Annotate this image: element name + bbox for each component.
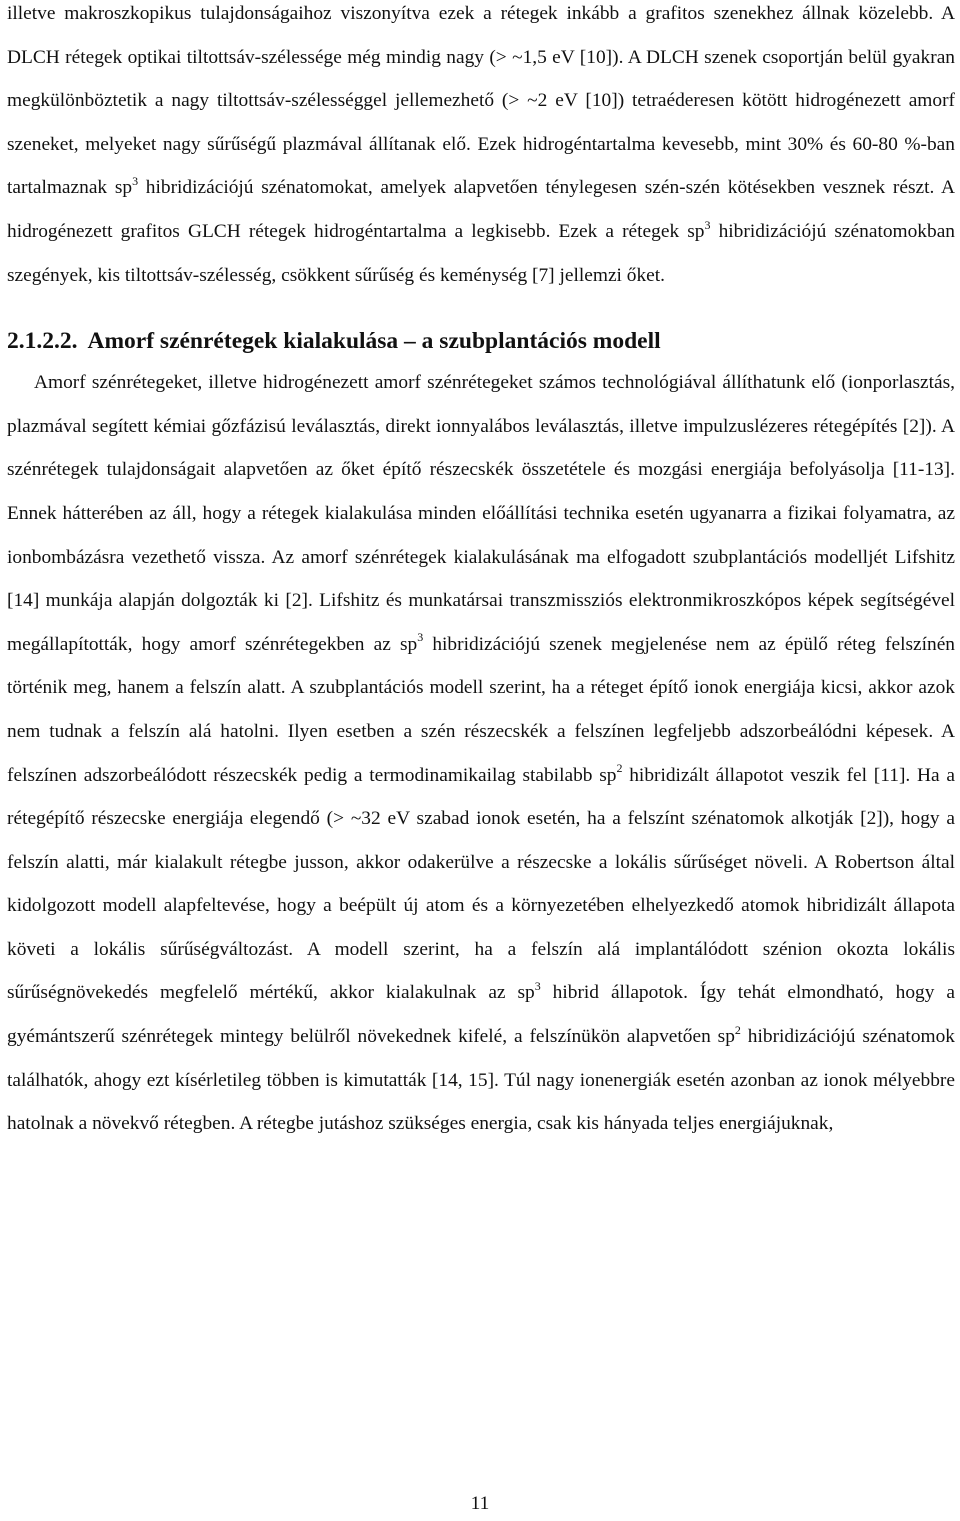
superscript: 3: [534, 979, 541, 993]
page-number: 11: [470, 1493, 490, 1514]
superscript: 3: [132, 173, 139, 188]
paragraph-text: hibridizációjú szenek megjelenése nem az épülő réteg felszínén történik meg, hanem a felszín alatt. A szubplantációs modell szerint, ha a réteget építő ionok energiája kicsi, akkor azok nem tudnak a felszín alá hatolni. Ilyen esetben a szén részecskék a felszínen legfeljebb adszorbeálódni képesek. A felszínen adszorbeálódott részecskék pedig a termodinamikailag stabilabb sp: [7, 633, 955, 786]
section-number: 2.1.2.2.: [7, 328, 78, 355]
document-page: [7, 0, 955, 1146]
superscript: 3: [417, 630, 424, 645]
paragraph-text: hibridizációjú szénatomok találhatók, ahogy ezt kísérletileg többen is kimutatták [14, 15]. Túl nagy ionenergiák esetén azonban az ionok mélyebbre hatolnak a növekvő rétegben. A rétegbe jutáshoz szükséges energia, csak kis hányada teljes energiájuknak,: [7, 1026, 955, 1135]
body-paragraph: [7, 0, 955, 297]
paragraph-text: Amorf szénrétegeket, illetve hidrogénezett amorf szénrétegeket számos technológiával állíthatunk elő (ionporlasztás, plazmával segített kémiai gőzfázisú leválasztás, direkt ionnyalábos leválasztás, illetve impulzuslézeres rétegépítés [2]). A szénrétegek tulajdonságait alapvetően az őket építő részecskék összetétele és mozgási energiája befolyásolja [11-13]. Ennek hátterében az áll, hogy a rétegek kialakulása minden előállítási technika esetén ugyanarra a fizikai folyamatra, az ionbombázásra vezethető vissza. Az amorf szénrétegek kialakulásának ma elfogadott szubplantációs modelljét Lifshitz [14] munkája alapján dolgozták ki [2]. Lifshitz és munkatársai transzmissziós elektronmikroszkópos képek segítségével megállapították, hogy amorf szénrétegekben az sp: [7, 372, 955, 655]
superscript: 2: [734, 1022, 741, 1037]
section-title: Amorf szénrétegek kialakulása – a szubplantációs modell: [87, 328, 661, 355]
superscript: 2: [616, 761, 623, 776]
section-heading: [7, 321, 955, 361]
body-paragraph: [7, 361, 955, 1146]
paragraph-text: hibridizációjú szénatomokat, amelyek alapvetően ténylegesen szén-szén kötésekben vesznek részt. A hidrogénezett grafitos GLCH rétegek hidrogéntartalma a legkisebb. Ezek a rétegek sp: [7, 177, 956, 242]
paragraph-text: illetve makroszkopikus tulajdonságaihoz viszonyítva ezek a rétegek inkább a grafitos szenekhez állnak közelebb. A DLCH rétegek optikai tiltottsáv-szélessége még mindig nagy (> ~1,5 eV [10]). A DLCH szenek csoportján belül gyakran megkülönböztetik a nagy tiltottsáv-szélességgel jellemezhető (> ~2 eV [10]) tetraéderesen kötött hidrogénezett amorf szeneket, melyeket nagy sűrűségű plazmával állítanak elő. Ezek hidrogéntartalma kevesebb, mint 30% és 60-80 %-ban tartalmaznak sp: [7, 3, 955, 199]
paragraph-text: hibridizált állapotot veszik fel [11]. Ha a rétegépítő részecske energiája elegendő (> ~32 eV szabad ionok esetén, ha a felszínt szénatomok alkotják [2]), hogy a felszín alatti, már kialakult rétegbe jusson, akkor odakerülve a részecske a lokális sűrűséget növeli. A Robertson által kidolgozott modell alapfeltevése, hogy a beépült új atom és a környezetében elhelyezkedő atomok hibridizált állapota követi a lokális sűrűségváltozást. A modell szerint, ha a felszín alá implantálódott szénion okozta lokális sűrűségnövekedés megfelelő mértékű, akkor kialakulnak az sp: [7, 764, 955, 1004]
superscript: 3: [704, 217, 711, 232]
paragraph-text: hibrid állapotok. Így tehát elmondható, hogy a gyémántszerű szénrétegek mintegy belülről növekednek kifelé, a felszínükön alapvetően sp: [7, 982, 955, 1048]
paragraph-text: hibridizációjú szénatomokban szegények, kis tiltottsáv-szélesség, csökkent sűrűség és keménység [7] jellemzi őket.: [7, 220, 955, 286]
